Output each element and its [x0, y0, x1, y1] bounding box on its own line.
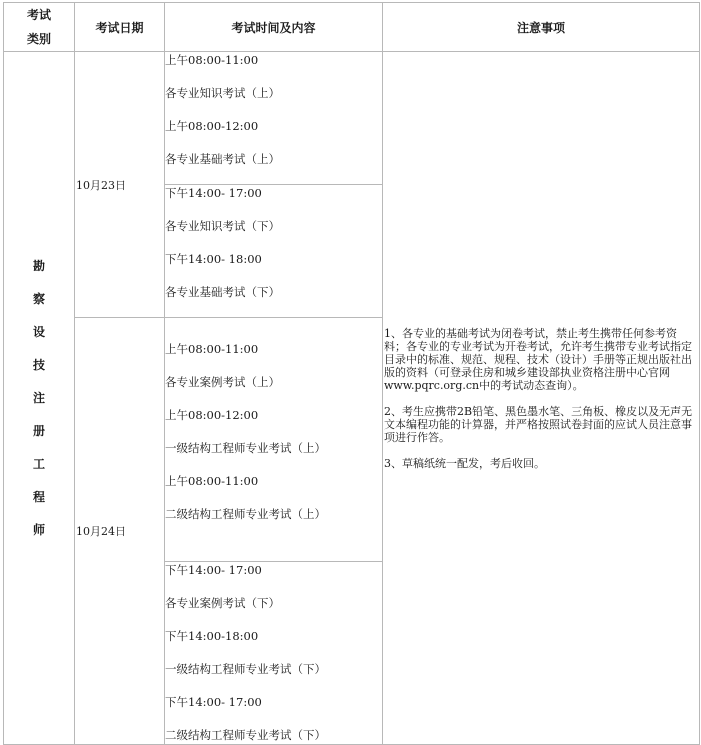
category-char: 程	[32, 489, 45, 504]
note-item: 2、考生应携带2B铅笔、黑色墨水笔、三角板、橡皮以及无声无文本编程功能的计算器，并严格按照试卷封面的应试人员注意事项进行作答。	[384, 404, 693, 444]
session-time: 上午08:00-12:00	[165, 407, 259, 422]
category-char: 察	[32, 291, 45, 306]
session-time: 下午14:00- 17:00	[165, 695, 262, 709]
category-char: 册	[32, 423, 45, 438]
header-notes: 注意事项	[383, 3, 700, 52]
session-time: 上午08:00-11:00	[165, 341, 259, 356]
category-char: 工	[32, 456, 45, 471]
session-time: 下午14:00- 17:00	[165, 186, 262, 200]
notes-cell	[383, 52, 700, 745]
header-category	[4, 3, 75, 52]
session-subject: 各专业案例考试（上）	[165, 374, 280, 389]
date-cell-day1: 10月23日	[75, 52, 165, 318]
session-time: 下午14:00- 18:00	[165, 252, 262, 266]
header-date: 考试日期	[75, 3, 165, 52]
session-time: 上午08:00-11:00	[165, 473, 259, 488]
header-row	[4, 3, 700, 52]
table-row	[4, 52, 700, 185]
category-char: 勘	[32, 258, 45, 273]
category-char: 注	[32, 390, 45, 405]
session-subject: 一级结构工程师专业考试（上）	[165, 440, 326, 455]
note-item: 3、草稿纸统一配发，考后收回。	[384, 456, 545, 470]
header-time-content: 考试时间及内容	[165, 3, 383, 52]
category-char: 技	[32, 357, 45, 372]
session-subject: 二级结构工程师专业考试（下）	[165, 728, 326, 742]
note-item: 1、各专业的基础考试为闭卷考试，禁止考生携带任何参考资料；各专业的专业考试为开卷考试，允许考生携带专业考试指定目录中的标准、规范、规程、技术（设计）手册等正规出版社出版的资料（可登录住房和城乡建设部执业资格注册中心官网www.pqrc.org.cn中的考试动态查询）。	[384, 326, 692, 392]
exam-category-cell	[4, 52, 75, 745]
session-time: 下午14:00-18:00	[165, 629, 259, 643]
category-char: 师	[32, 522, 45, 537]
session-time: 上午08:00-11:00	[165, 53, 259, 67]
day2-afternoon-cell	[165, 562, 383, 745]
session-subject: 二级结构工程师专业考试（上）	[165, 506, 326, 521]
session-time: 下午14:00- 17:00	[165, 563, 262, 577]
date-cell-day2: 10月24日	[75, 318, 165, 745]
day1-afternoon-cell	[165, 185, 383, 318]
session-subject: 各专业知识考试（下）	[165, 219, 280, 233]
session-subject: 各专业基础考试（下）	[165, 285, 280, 299]
session-subject: 各专业案例考试（下）	[165, 596, 280, 610]
session-subject: 各专业基础考试（上）	[165, 152, 280, 166]
day1-morning-cell	[165, 52, 383, 185]
session-subject: 一级结构工程师专业考试（下）	[165, 662, 326, 676]
category-char: 设	[32, 324, 45, 339]
exam-schedule-table	[3, 2, 700, 745]
day2-morning-cell	[165, 318, 383, 562]
header-category-line2: 类别	[26, 32, 51, 46]
header-category-line1: 考试	[26, 8, 51, 22]
session-subject: 各专业知识考试（上）	[165, 86, 280, 100]
session-time: 上午08:00-12:00	[165, 119, 259, 133]
